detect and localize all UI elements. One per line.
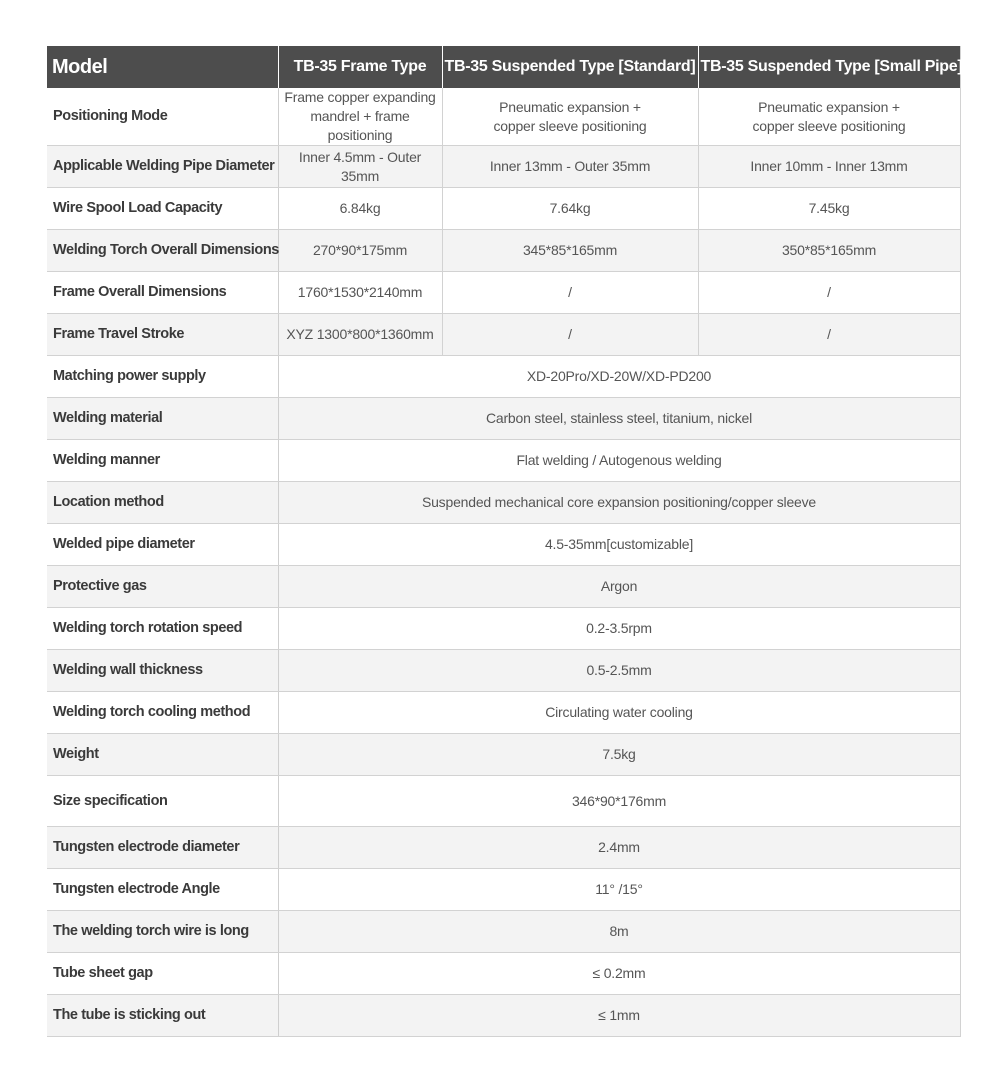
cell-value: Inner 4.5mm - Outer 35mm <box>278 146 442 188</box>
row-label: Weight <box>47 734 278 776</box>
row-label: Welding torch rotation speed <box>47 608 278 650</box>
cell-value: 350*85*165mm <box>698 230 960 272</box>
table-row <box>47 146 960 188</box>
table-row <box>47 188 960 230</box>
cell-value: Flat welding / Autogenous welding <box>278 440 960 482</box>
cell-value: 0.5-2.5mm <box>278 650 960 692</box>
table-row <box>47 734 960 776</box>
row-label: Tungsten electrode Angle <box>47 869 278 911</box>
table-row <box>47 356 960 398</box>
header-model: Model <box>47 46 278 88</box>
header-suspended-standard: TB-35 Suspended Type [Standard] <box>442 46 698 88</box>
header-row <box>47 46 960 88</box>
cell-value: Pneumatic expansion + copper sleeve positioning <box>442 88 698 146</box>
cell-value: 6.84kg <box>278 188 442 230</box>
table-row <box>47 911 960 953</box>
row-label: Welding wall thickness <box>47 650 278 692</box>
cell-value: Suspended mechanical core expansion positioning/copper sleeve <box>278 482 960 524</box>
spec-table <box>47 46 961 1037</box>
table-row <box>47 482 960 524</box>
row-label: Welding torch cooling method <box>47 692 278 734</box>
cell-value: Argon <box>278 566 960 608</box>
row-label: Frame Overall Dimensions <box>47 272 278 314</box>
table-row <box>47 524 960 566</box>
cell-value: 7.5kg <box>278 734 960 776</box>
cell-value: 0.2-3.5rpm <box>278 608 960 650</box>
row-label: Protective gas <box>47 566 278 608</box>
cell-value: 11° /15° <box>278 869 960 911</box>
row-label: Applicable Welding Pipe Diameter <box>47 146 278 188</box>
cell-value: 8m <box>278 911 960 953</box>
table-row <box>47 566 960 608</box>
table-row <box>47 440 960 482</box>
table-row <box>47 272 960 314</box>
row-label: Tube sheet gap <box>47 953 278 995</box>
cell-value: Inner 13mm - Outer 35mm <box>442 146 698 188</box>
cell-value: / <box>442 314 698 356</box>
row-label: Matching power supply <box>47 356 278 398</box>
table-row <box>47 230 960 272</box>
table-row <box>47 88 960 146</box>
table-row <box>47 827 960 869</box>
table-row <box>47 650 960 692</box>
cell-value: Carbon steel, stainless steel, titanium, nickel <box>278 398 960 440</box>
cell-value: 7.45kg <box>698 188 960 230</box>
table-row <box>47 953 960 995</box>
cell-value: XD-20Pro/XD-20W/XD-PD200 <box>278 356 960 398</box>
cell-value: ≤ 0.2mm <box>278 953 960 995</box>
row-label: Welding Torch Overall Dimensions <box>47 230 278 272</box>
cell-value: 1760*1530*2140mm <box>278 272 442 314</box>
table-row <box>47 995 960 1037</box>
cell-value: 270*90*175mm <box>278 230 442 272</box>
cell-value: 4.5-35mm[customizable] <box>278 524 960 566</box>
header-suspended-small-pipe: TB-35 Suspended Type [Small Pipe] <box>698 46 960 88</box>
row-label: The welding torch wire is long <box>47 911 278 953</box>
cell-value: ≤ 1mm <box>278 995 960 1037</box>
table-row <box>47 692 960 734</box>
row-label: Positioning Mode <box>47 88 278 146</box>
cell-value: Frame copper expanding mandrel + frame positioning <box>278 88 442 146</box>
table-row <box>47 869 960 911</box>
row-label: Welded pipe diameter <box>47 524 278 566</box>
cell-value: / <box>698 314 960 356</box>
row-label: Welding manner <box>47 440 278 482</box>
cell-value: XYZ 1300*800*1360mm <box>278 314 442 356</box>
cell-value: 7.64kg <box>442 188 698 230</box>
cell-value: 345*85*165mm <box>442 230 698 272</box>
table-row <box>47 608 960 650</box>
row-label: Location method <box>47 482 278 524</box>
table-row <box>47 314 960 356</box>
cell-value: 346*90*176mm <box>278 776 960 827</box>
cell-value: 2.4mm <box>278 827 960 869</box>
cell-value: Inner 10mm - Inner 13mm <box>698 146 960 188</box>
cell-value: Circulating water cooling <box>278 692 960 734</box>
header-frame-type: TB-35 Frame Type <box>278 46 442 88</box>
table-row <box>47 398 960 440</box>
row-label: The tube is sticking out <box>47 995 278 1037</box>
cell-value: Pneumatic expansion + copper sleeve positioning <box>698 88 960 146</box>
row-label: Frame Travel Stroke <box>47 314 278 356</box>
cell-value: / <box>698 272 960 314</box>
cell-value: / <box>442 272 698 314</box>
table-row <box>47 776 960 827</box>
row-label: Wire Spool Load Capacity <box>47 188 278 230</box>
row-label: Tungsten electrode diameter <box>47 827 278 869</box>
row-label: Welding material <box>47 398 278 440</box>
row-label: Size specification <box>47 776 278 827</box>
